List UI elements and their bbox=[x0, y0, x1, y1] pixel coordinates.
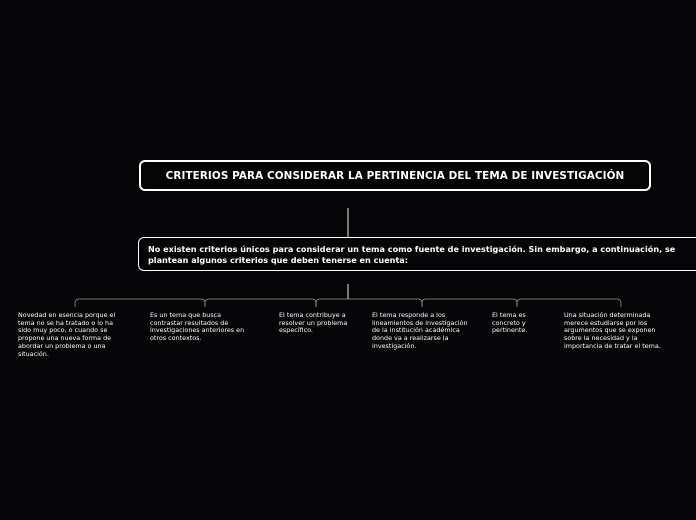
criterion-concrete-pertinent[interactable] bbox=[492, 312, 527, 335]
branch-bracket-5 bbox=[517, 299, 621, 307]
branch-bracket-3 bbox=[316, 299, 422, 307]
intro-line-1: No existen criterios únicos para considerar un tema como fuente de investigación. Sin embargo, a continuación, se bbox=[148, 244, 676, 254]
criterion-solve-problem[interactable] bbox=[279, 312, 347, 335]
branch-bracket-4 bbox=[422, 299, 517, 307]
criterion-institution-guidelines[interactable] bbox=[372, 312, 468, 351]
criterion-line: El tema es bbox=[492, 311, 526, 319]
criterion-line: argumentos que se exponen bbox=[564, 326, 656, 335]
criterion-line: de la institución académica bbox=[372, 326, 460, 335]
criterion-line: importancia de tratar el tema. bbox=[564, 341, 661, 350]
criterion-line: otros contextos. bbox=[150, 334, 202, 343]
criterion-line: propone una nueva forma de bbox=[18, 334, 112, 343]
criterion-line: El tema responde a los bbox=[372, 311, 446, 319]
criterion-line: concreto y bbox=[492, 318, 526, 327]
criterion-line: situación. bbox=[18, 349, 49, 358]
criterion-line: investigación. bbox=[372, 341, 417, 350]
criterion-line: abordar un problema o una bbox=[18, 341, 106, 350]
criterion-line: El tema contribuye a bbox=[279, 311, 346, 319]
criterion-line: sido muy poco, o cuando se bbox=[18, 326, 108, 335]
criterion-line: Una situación determinada bbox=[564, 311, 651, 319]
criterion-line: resolver un problema bbox=[279, 318, 348, 327]
criterion-line: donde va a realizarse la bbox=[372, 334, 449, 343]
criterion-line: Es un tema que busca bbox=[150, 311, 222, 319]
criterion-novelty[interactable] bbox=[18, 312, 115, 358]
root-topic-label: CRITERIOS PARA CONSIDERAR LA PERTINENCIA DEL TEMA DE INVESTIGACIÓN bbox=[165, 169, 625, 182]
criterion-contrast-results[interactable] bbox=[150, 312, 244, 343]
criterion-line: tema no se ha tratado o lo ha bbox=[18, 318, 113, 327]
criterion-line: específico. bbox=[279, 326, 313, 335]
criterion-line: investigaciones anteriores en bbox=[150, 326, 245, 335]
root-topic[interactable] bbox=[139, 160, 651, 191]
intro-line-2: plantean algunos criterios que deben tenerse en cuenta: bbox=[148, 254, 409, 265]
criterion-line: contrastar resultados de bbox=[150, 318, 229, 327]
intro-topic[interactable] bbox=[138, 237, 696, 271]
criterion-line: sobre la necesidad y la bbox=[564, 334, 638, 343]
criterion-line: pertinente. bbox=[492, 326, 528, 335]
branch-bracket-1 bbox=[75, 299, 205, 307]
criterion-line: lineamientos de investigación bbox=[372, 318, 468, 327]
branch-bracket-2 bbox=[205, 299, 316, 307]
criterion-justified-situation[interactable] bbox=[564, 312, 661, 351]
criterion-line: merece estudiarse por los bbox=[564, 318, 648, 327]
criterion-line: Novedad en esencia porque el bbox=[18, 311, 116, 319]
